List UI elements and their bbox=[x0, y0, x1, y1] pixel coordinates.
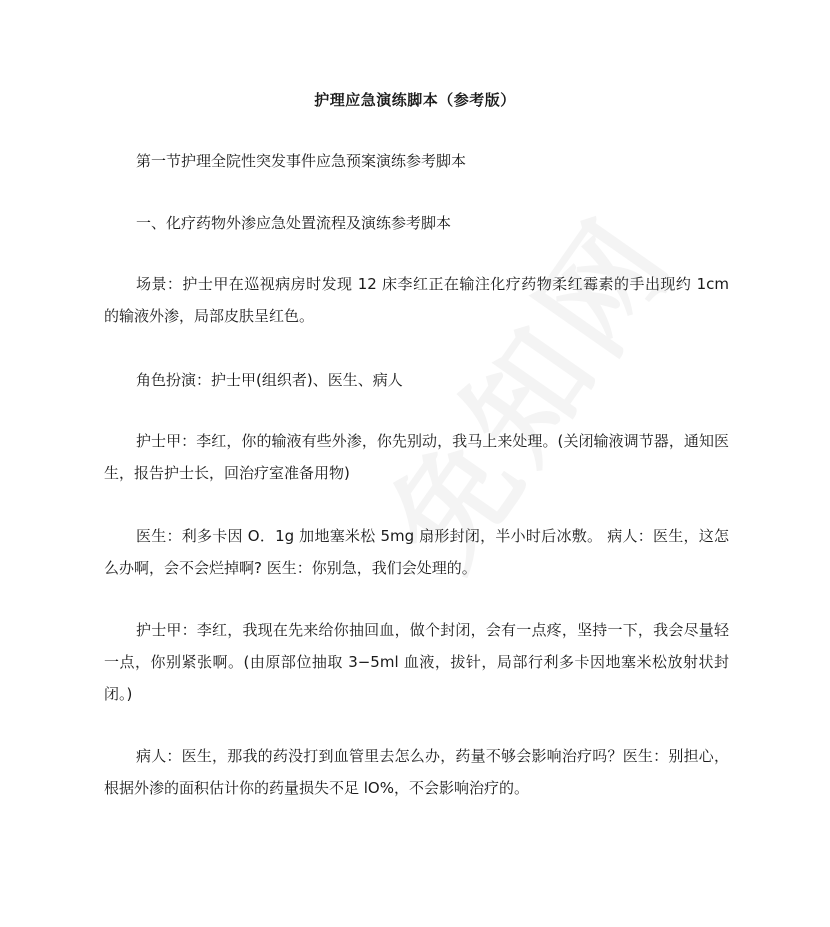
paragraph-nurse-1: 护士甲：李红，你的输液有些外渗，你先别动，我马上来处理。(关闭输液调节器，通知医生，报告护士长，回治疗室准备用物) bbox=[104, 432, 729, 482]
section-heading: 第一节护理全院性突发事件应急预案演练参考脚本 bbox=[136, 152, 467, 170]
paragraph-doctor-1: 医生：利多卡因 O．1g 加地塞米松 5mg 扇形封闭，半小时后冰敷。 病人：医生，这怎么办啊，会不会烂掉啊? 医生：你别急，我们会处理的。 bbox=[104, 527, 729, 577]
document-title: 护理应急演练脚本（参考版） bbox=[314, 91, 516, 109]
paragraph-roles: 角色扮演：护士甲(组织者)、医生、病人 bbox=[136, 371, 403, 389]
paragraph-scene: 场景：护士甲在巡视病房时发现 12 床李红正在输注化疗药物柔红霉素的手出现约 1cm 的输液外渗，局部皮肤呈红色。 bbox=[104, 275, 729, 325]
paragraph-nurse-2: 护士甲：李红，我现在先来给你抽回血，做个封闭，会有一点疼，坚持一下，我会尽量轻一点，你别紧张啊。(由原部位抽取 3−5ml 血液，拔针，局部行利多卡因地塞米松放射状封闭。) bbox=[104, 621, 729, 703]
paragraph-patient-1: 病人：医生，那我的药没打到血管里去怎么办，药量不够会影响治疗吗？医生：别担心，根据外渗的面积估计你的药量损失不足 lO%，不会影响治疗的。 bbox=[104, 747, 729, 797]
subsection-heading: 一、化疗药物外渗应急处置流程及演练参考脚本 bbox=[136, 214, 452, 232]
